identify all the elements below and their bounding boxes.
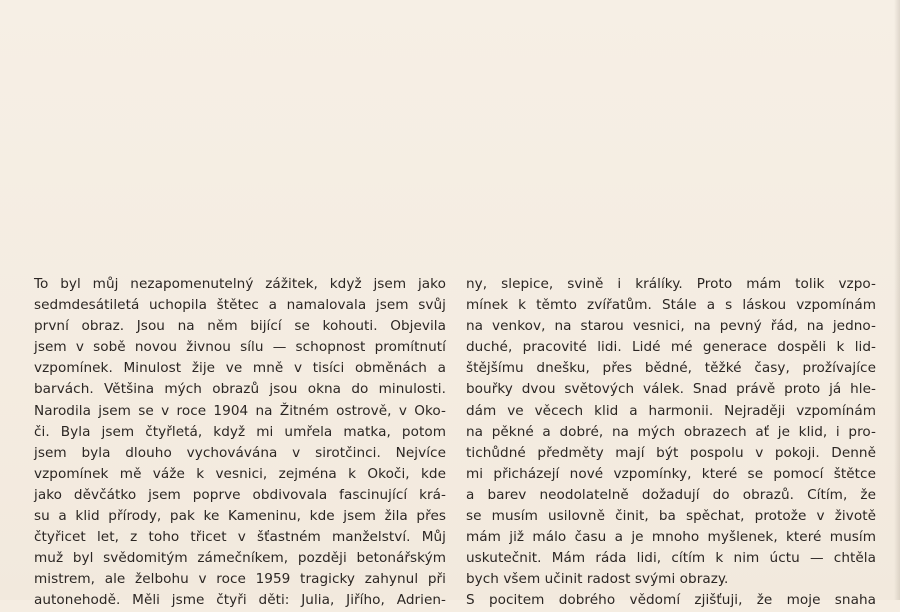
text-line: jako děvčátko jsem poprve obdivovala fascinující krá- (34, 486, 446, 503)
text-line: uskutečnit. Mám ráda lidi, cítím k nim úctu — chtěla (466, 550, 876, 567)
text-line: sedmdesátiletá uchopila štětec a namalovala jsem svůj (34, 297, 446, 314)
text-line: mi přicházejí nové vzpomínky, které se pomocí štětce (466, 465, 876, 482)
text-line: a barev neodolatelně dožadují do obrazů. Cítím, že (466, 486, 876, 503)
text-line: tichůdné předměty mají být pospolu v pokoji. Denně (466, 444, 876, 461)
text-line: mám již málo času a je mnoho myšlenek, které musím (466, 529, 876, 546)
text-line: čtyřicet let, z toho třicet v šťastném manželství. Můj (34, 529, 446, 546)
text-line: se musím usilovně činit, ba spěchat, protože v životě (466, 508, 876, 525)
text-line: autonehodě. Měli jsme čtyři děti: Julia, Jiřího, Adrien- (34, 592, 446, 609)
text-line: dám ve věcech klid a harmonii. Nejraději vzpomínám (466, 402, 876, 419)
text-line: su a klid přírody, pak ke Kameninu, kde jsem žila přes (34, 508, 446, 525)
text-line: jsem v sobě novou živnou sílu — schopnost promítnutí (34, 339, 446, 356)
text-line: mistrem, ale želbohu v roce 1959 tragicky zahynul při (34, 571, 446, 588)
text-line: Narodila jsem se v roce 1904 na Žitném ostrově, v Oko- (34, 402, 446, 419)
text-line: mínek k těmto zvířatům. Stále a s láskou vzpomínám (466, 297, 876, 314)
text-line: barvách. Většina mých obrazů jsou okna do minulosti. (34, 381, 446, 398)
text-line: ny, slepice, svině i králíky. Proto mám tolik vzpo- (466, 276, 876, 292)
text-line: bych všem učinit radost svými obrazy. (466, 571, 729, 588)
left-text-column (34, 274, 446, 612)
text-line: první obraz. Jsou na něm bijící se kohouti. Objevila (34, 318, 446, 335)
page-edge-shadow (894, 0, 900, 600)
text-line: To byl můj nezapomenutelný zážitek, když jsem jako (34, 276, 446, 292)
text-line: štějšímu dnešku, přes bědné, těžké časy, prožívajíce (466, 360, 876, 377)
text-line: duché, pracovité lidi. Lidé mé generace dospěli k lid- (466, 339, 876, 356)
text-line: či. Byla jsem čtyřletá, když mi umřela matka, potom (34, 423, 446, 440)
text-line: na pěkné a dobré, na mých obrazech ať je klid, i pro- (466, 423, 876, 440)
right-text-column (466, 274, 876, 612)
text-line: vzpomínek. Minulost žije ve mně v tisíci obměnách a (34, 360, 446, 377)
text-line: bouřky dvou světových válek. Snad právě proto já hle- (466, 381, 876, 398)
text-line: jsem byla dlouho vychovávána v sirotčinci. Nejvíce (34, 444, 446, 461)
text-line: S pocitem dobrého vědomí zjišťuji, že moje snaha (466, 592, 876, 609)
text-line: muž byl svědomitým zámečníkem, později betonářským (34, 550, 446, 567)
text-line: na venkov, na starou vesnici, na pevný řád, na jedno- (466, 318, 876, 335)
text-line: vzpomínek mě váže k vesnici, zejména k Okoči, kde (34, 465, 446, 482)
